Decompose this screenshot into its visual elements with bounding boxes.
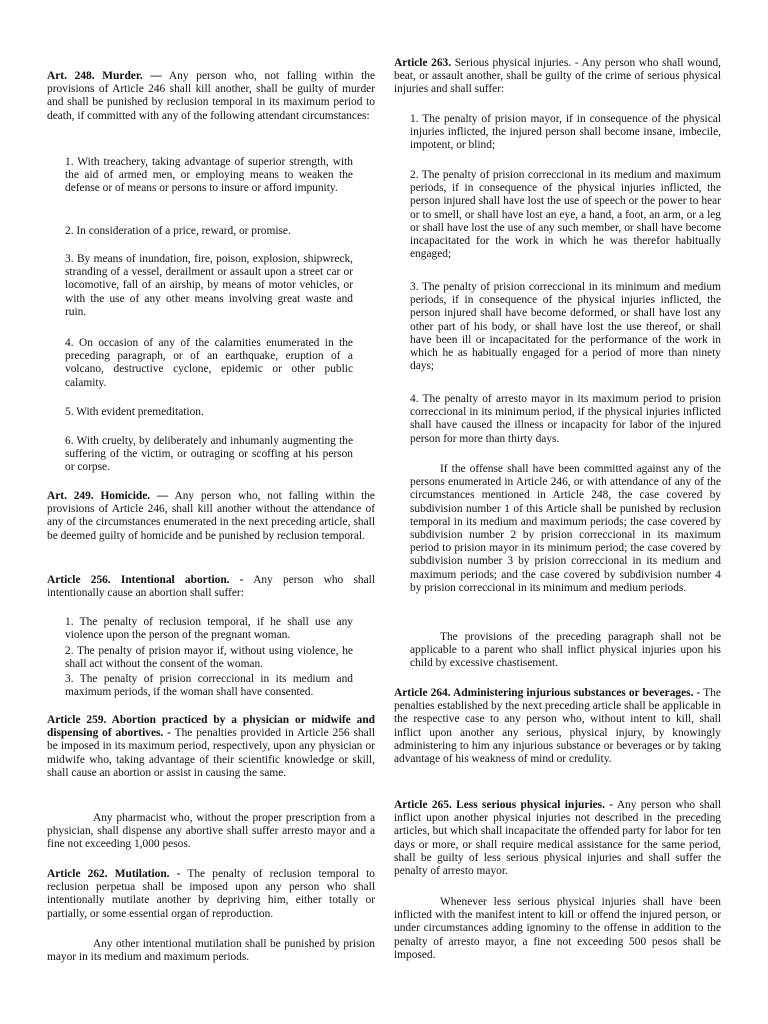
art248-body: Any person who, not falling within the provisions of Article 246 shall kill another, shall be guilty of murder and shall be punished by reclusion temporal in its maximum period to death, if committed with any of the following attendant circumstances: [47,70,375,122]
art262-paragraph [47,868,375,921]
art263-paragraph-offense: If the offense shall have been committed against any of the persons enumerated in Article 246, or with attendance of any of the circumstances mentioned in Article 248, the case covered by subdivision number 1 of this Article shall be punished by reclusion temporal in its medium and maximum periods; the case covered by subdivision number 2 by prision correccional in its maximum period to prision mayor in its minimum period; the case covered by subdivision number 3 by prision correccional in its medium and maximum periods; and the case covered by subdivision number 4 by prision correccional in its minimum and medium periods. [410,463,721,594]
art262-paragraph-2: Any other intentional mutilation shall be punished by prision mayor in its medium and maximum periods. [47,938,375,964]
art256-body: Any person who shall intentionally cause an abortion shall suffer: [47,574,375,600]
art256-item-3: 3. The penalty of prision correccional in its medium and maximum periods, if the woman shall have consented. [65,673,353,699]
art248-item-4: 4. On occasion of any of the calamities enumerated in the preceding paragraph, or of an earthquake, eruption of a volcano, destructive cyclone, epidemic or other public calamity. [65,337,353,389]
art248-item-3: 3. By means of inundation, fire, poison, explosion, shipwreck, stranding of a vessel, derailment or assault upon a street car or locomotive, fall of an airship, by means of motor vehicles, or with the use of any other means involving great waste and ruin. [65,253,353,318]
art249-body: Any person who, not falling within the provisions of Article 246, shall kill another without the attendance of any of the circumstances enumerated in the next preceding article, shall be deemed guilty of homicide and be punished by reclusion temporal. [47,490,375,542]
art265-body: Any person who shall inflict upon another physical injuries not described in the preceding articles, but which shall incapacitate the offended party for labor for ten days or more, or shall require medical assistance for the same period, shall be guilty of less serious physical injuries and shall suffer the penalty of arresto mayor. [394,799,721,878]
art259-paragraph-2: Any pharmacist who, without the proper prescription from a physician, shall dispense any abortive shall suffer arresto mayor and a fine not exceeding 1,000 pesos. [47,812,375,851]
art262-title: Article 262. Mutilation. - [47,868,181,880]
art256-title: Article 256. Intentional abortion. - [47,574,244,586]
art263-item-3: 3. The penalty of prision correccional in its minimum and medium periods, if in consequence of the physical injuries inflicted, the person injured shall have become deformed, or shall have lost any other part of his body, or shall have lost the use thereof, or shall have been ill or incapacitated for the performance of the work in which he as habitually engaged for a period of more than ninety days; [410,281,721,373]
art264-title: Article 264. Administering injurious substances or beverages. - [394,687,701,699]
art262-body: The penalty of reclusion temporal to reclusion perpetua shall be imposed upon any person who shall intentionally mutilate another by depriving him, either totally or partially, or some essential organ of reproduction. [47,868,375,920]
art256-item-1: 1. The penalty of reclusion temporal, if he shall use any violence upon the person of the pregnant woman. [65,616,353,642]
art263-item-4: 4. The penalty of arresto mayor in its maximum period to prision correccional in its minimum period, if the physical injuries inflicted shall have caused the illness or incapacity for labor of the injured person for more than thirty days. [410,393,721,445]
art264-body: The penalties established by the next preceding article shall be applicable in the respective case to any person who, without intent to kill, shall inflict upon another any serious, physical injury, by knowingly administering to him any injurious substance or beverages or by taking advantage of his weakness of mind or credulity. [394,687,721,766]
art263-item-1: 1. The penalty of prision mayor, if in consequence of the physical injuries inflicted, the injured person shall become insane, imbecile, impotent, or blind; [410,113,721,152]
art265-paragraph [394,799,721,878]
art263-paragraph-provisions: The provisions of the preceding paragraph shall not be applicable to a parent who shall inflict physical injuries upon his child by excessive chastisement. [410,631,721,670]
art248-item-2: 2. In consideration of a price, reward, or promise. [65,225,291,237]
art259-title: Article 259. Abortion practiced by a physician or midwife and dispensing of abortives. - [47,714,375,740]
art248-title: Art. 248. Murder. — [47,70,162,82]
art263-paragraph [394,57,721,97]
art256-paragraph [47,574,375,600]
art249-title: Art. 249. Homicide. — [47,490,169,502]
art263-title: Article 263. [394,57,452,69]
art259-body: The penalties provided in Article 256 shall be imposed in its maximum period, respectively, upon any physician or midwife who, taking advantage of their scientific knowledge or skill, shall cause an abortion or assist in causing the same. [47,727,375,779]
art265-paragraph-2: Whenever less serious physical injuries shall have been inflicted with the manifest intent to kill or offend the injured person, or under circumstances adding ignominy to the offense in addition to the penalty of arresto mayor, a fine not exceeding 500 pesos shall be imposed. [394,896,721,961]
art248-paragraph [47,70,375,123]
art263-item-2: 2. The penalty of prision correccional in its medium and maximum periods, if in consequence of the physical injuries inflicted, the person injured shall have lost the use of speech or the power to hear or to smell, or shall have lost an eye, a hand, a foot, an arm, or a leg or shall have lost the use of any such member, or shall have become incapacitated for the work in which he was therefor habitually engaged; [410,169,721,261]
art248-item-6: 6. With cruelty, by deliberately and inhumanly augmenting the suffering of the victim, or outraging or scoffing at his person or corpse. [65,435,353,474]
art265-title: Article 265. Less serious physical injuries. - [394,799,614,811]
art249-paragraph [47,490,375,543]
art248-item-1: 1. With treachery, taking advantage of superior strength, with the aid of armed men, or employing means to weaken the defense or of means or persons to insure or afford impunity. [65,156,353,195]
art256-item-2: 2. The penalty of prision mayor if, without using violence, he shall act without the consent of the woman. [65,645,353,671]
art264-paragraph [394,687,721,766]
art263-body: Serious physical injuries. - Any person who shall wound, beat, or assault another, shall be guilty of the crime of serious physical injuries and shall suffer: [394,57,722,96]
art259-paragraph [47,714,375,780]
art248-item-5: 5. With evident premeditation. [65,406,204,418]
